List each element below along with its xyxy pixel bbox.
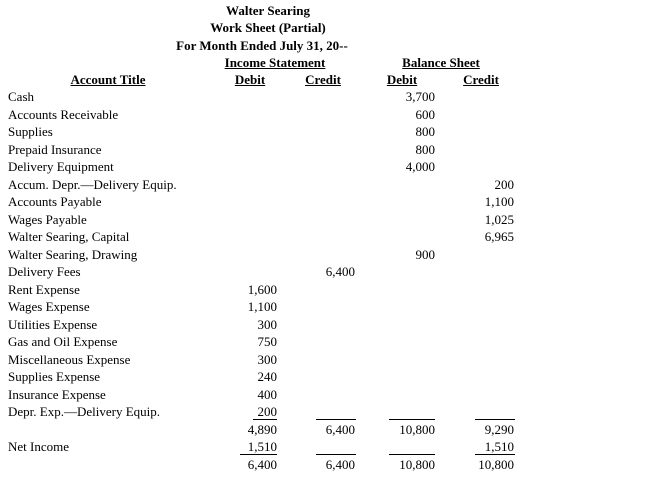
income-debit-amount: 1,510 bbox=[247, 439, 277, 454]
balance-debit-amount: 600 bbox=[415, 106, 435, 122]
account-title: Wages Payable bbox=[8, 211, 87, 227]
account-title-heading: Account Title bbox=[70, 72, 146, 87]
income-debit-amount: 200 bbox=[257, 404, 277, 419]
account-title: Insurance Expense bbox=[8, 386, 106, 402]
account-title: Net Income bbox=[8, 439, 70, 454]
account-title: Accounts Payable bbox=[8, 194, 102, 209]
account-title: Wages Expense bbox=[8, 299, 90, 314]
bs-debit-rule bbox=[389, 419, 435, 420]
account-title: Delivery Fees bbox=[8, 264, 81, 279]
income-debit-amount: 400 bbox=[257, 386, 277, 402]
balance-debit-amount: 4,000 bbox=[405, 159, 435, 174]
is-debit-underline bbox=[253, 419, 277, 420]
balance-credit-amount: 6,965 bbox=[484, 229, 514, 244]
report-title: Work Sheet (Partial) bbox=[210, 20, 326, 35]
balance-credit-amount: 1,510 bbox=[484, 439, 514, 454]
balance-debit-heading: Debit bbox=[386, 72, 418, 87]
income-debit-amount: 6,400 bbox=[247, 456, 277, 472]
balance-debit-amount: 3,700 bbox=[405, 89, 435, 104]
account-title: Supplies bbox=[8, 124, 53, 139]
bs-credit-underline-2 bbox=[475, 454, 515, 455]
balance-debit-amount: 10,800 bbox=[399, 421, 435, 437]
income-debit-amount: 1,100 bbox=[247, 299, 277, 314]
account-title: Walter Searing, Drawing bbox=[8, 246, 138, 262]
report-period: For Month Ended July 31, 20-- bbox=[176, 38, 348, 53]
bs-credit-rule bbox=[475, 419, 515, 420]
balance-credit-amount: 9,290 bbox=[484, 421, 514, 437]
income-statement-heading: Income Statement bbox=[224, 55, 326, 70]
income-debit-amount: 750 bbox=[257, 334, 277, 349]
balance-credit-heading: Credit bbox=[463, 72, 499, 87]
income-credit-amount: 6,400 bbox=[325, 456, 355, 472]
income-debit-amount: 4,890 bbox=[247, 421, 277, 437]
income-debit-amount: 300 bbox=[257, 316, 277, 332]
is-credit-rule-2 bbox=[316, 454, 356, 455]
account-title: Rent Expense bbox=[8, 281, 80, 297]
bs-debit-rule-2 bbox=[389, 454, 435, 455]
account-title: Depr. Exp.—Delivery Equip. bbox=[8, 404, 160, 419]
account-title: Delivery Equipment bbox=[8, 159, 114, 174]
balance-credit-amount: 1,025 bbox=[484, 211, 514, 227]
account-title: Utilities Expense bbox=[8, 316, 98, 332]
balance-sheet-heading: Balance Sheet bbox=[402, 55, 480, 70]
balance-credit-amount: 1,100 bbox=[484, 194, 514, 209]
is-credit-rule bbox=[316, 419, 356, 420]
account-title: Gas and Oil Expense bbox=[8, 334, 118, 349]
balance-debit-amount: 900 bbox=[415, 246, 435, 262]
income-credit-amount: 6,400 bbox=[325, 421, 355, 437]
is-debit-underline-2 bbox=[240, 454, 277, 455]
balance-debit-amount: 800 bbox=[415, 124, 435, 139]
account-title: Prepaid Insurance bbox=[8, 141, 102, 157]
account-title: Accum. Depr.—Delivery Equip. bbox=[8, 176, 177, 192]
income-debit-heading: Debit bbox=[234, 72, 266, 87]
balance-debit-amount: 800 bbox=[415, 141, 435, 157]
balance-credit-amount: 10,800 bbox=[478, 456, 514, 472]
company-name: Walter Searing bbox=[226, 3, 310, 18]
account-title: Miscellaneous Expense bbox=[8, 351, 131, 367]
account-title: Accounts Receivable bbox=[8, 106, 119, 122]
balance-credit-amount: 200 bbox=[494, 176, 514, 192]
account-title: Supplies Expense bbox=[8, 369, 101, 384]
income-credit-heading: Credit bbox=[305, 72, 341, 87]
account-title: Cash bbox=[8, 89, 34, 104]
income-debit-amount: 300 bbox=[257, 351, 277, 367]
income-debit-amount: 1,600 bbox=[247, 281, 277, 297]
income-credit-amount: 6,400 bbox=[325, 264, 355, 279]
income-debit-amount: 240 bbox=[257, 369, 277, 384]
account-title: Walter Searing, Capital bbox=[8, 229, 130, 244]
balance-debit-amount: 10,800 bbox=[399, 456, 435, 472]
